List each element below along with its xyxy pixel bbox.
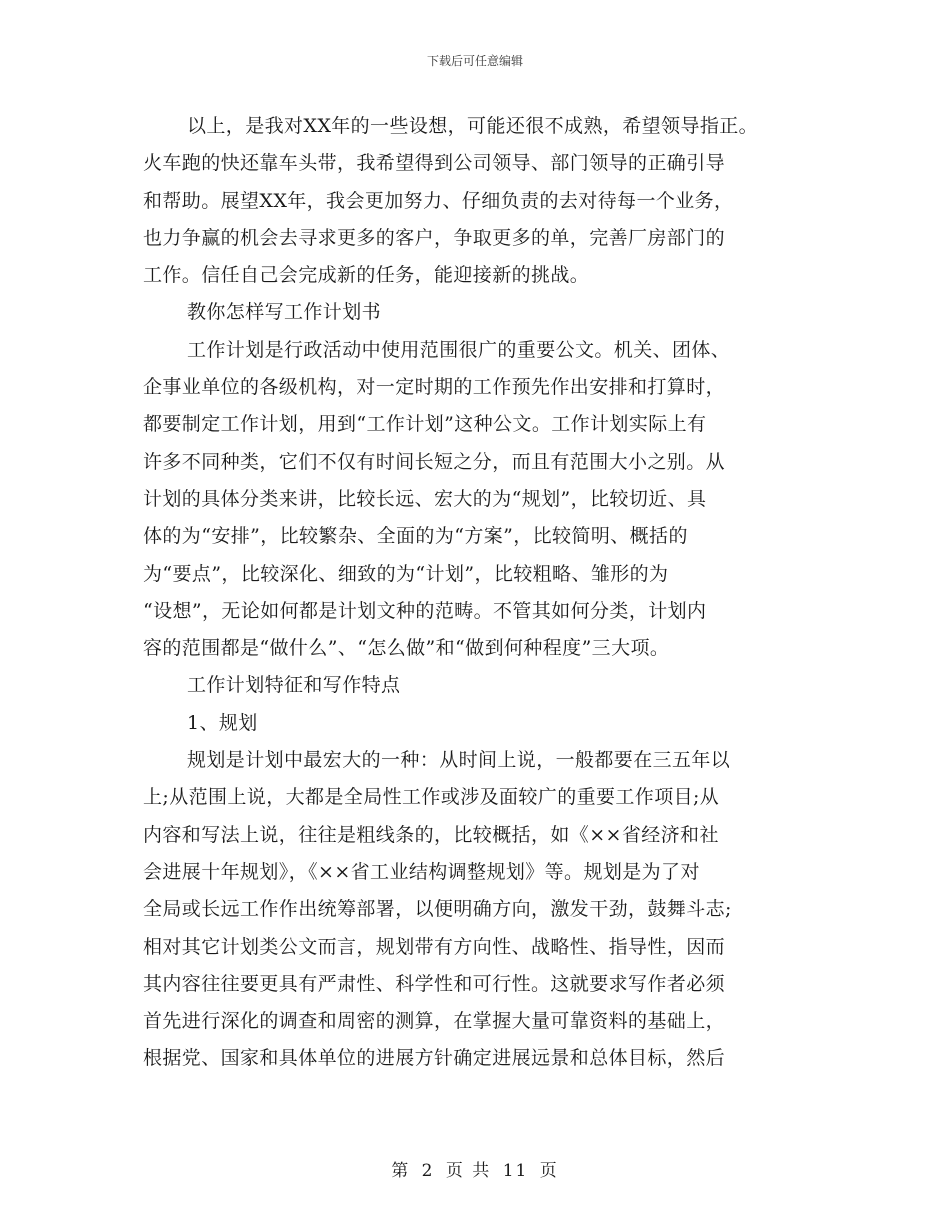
footer-prefix: 第: [391, 1161, 411, 1181]
text-line: 和帮助。展望XX年，我会更加努力、仔细负责的去对待每一个业务，: [143, 189, 734, 212]
document-body: [143, 108, 803, 1078]
text-line: 上;从范围上说，大都是全局性工作或涉及面较广的重要工作项目;从: [143, 786, 720, 809]
text-line: 根据党、国家和具体单位的进展方针确定进展远景和总体目标，然后: [143, 1047, 726, 1070]
text-line: “设想”，无论如何都是计划文种的范畴。不管其如何分类，计划内: [143, 599, 707, 622]
text-line: 全局或长远工作作出统筹部署，以便明确方向，激发干劲，鼓舞斗志;: [143, 898, 732, 921]
text-line: 会进展十年规划》，《××省工业结构调整规划》等。规划是为了对: [143, 860, 700, 883]
text-line: 相对其它计划类公文而言，规划带有方向性、战略性、指导性，因而: [143, 935, 726, 958]
text-line: 教你怎样写工作计划书: [187, 301, 382, 324]
page-header: 下载后可任意编辑: [426, 54, 523, 68]
text-line: 1、规划: [187, 711, 258, 734]
text-line: 以上，是我对XX年的一些设想，可能还很不成熟，希望领导指正。: [187, 115, 759, 137]
text-line: 也力争赢的机会去寻求更多的客户，争取更多的单，完善厂房部门的: [143, 226, 726, 249]
footer-page-number: 2: [421, 1161, 435, 1181]
footer-suffix: 页: [539, 1161, 559, 1181]
text-line: 计划的具体分类来讲，比较长远、宏大的为“规划”，比较切近、具: [143, 487, 707, 510]
text-line: 规划是计划中最宏大的一种：从时间上说，一般都要在三五年以: [187, 749, 731, 772]
text-line: 为“要点”，比较深化、细致的为“计划”，比较粗略、雏形的为: [143, 562, 669, 585]
text-line: 内容和写法上说，往往是粗线条的，比较概括，如《××省经济和社: [143, 823, 719, 846]
footer-total-pages: 11: [502, 1161, 529, 1181]
text-line: 体的为“安排”，比较繁杂、全面的为“方案”，比较简明、概括的: [143, 525, 688, 548]
text-line: 工作。信任自己会完成新的任务，能迎接新的挑战。: [143, 264, 590, 287]
text-line: 工作计划是行政活动中使用范围很广的重要公文。机关、团体、: [187, 338, 731, 361]
text-line: 其内容往往要更具有严肃性、科学性和可行性。这就要求写作者必须: [143, 972, 726, 995]
text-line: 容的范围都是“做什么”、“怎么做”和“做到何种程度”三大项。: [143, 637, 670, 660]
text-line: 工作计划特征和写作特点: [187, 674, 401, 697]
text-line: 首先进行深化的调查和周密的测算，在掌握大量可靠资料的基础上，: [143, 1010, 726, 1033]
page-footer: [0, 1156, 950, 1181]
text-line: 许多不同种类，它们不仅有时间长短之分，而且有范围大小之别。从: [143, 450, 726, 473]
text-line: 都要制定工作计划，用到“工作计划”这种公文。工作计划实际上有: [143, 413, 707, 436]
text-line: 企事业单位的各级机构，对一定时期的工作预先作出安排和打算时，: [143, 376, 726, 399]
footer-middle: 页 共: [445, 1161, 492, 1181]
text-line: 火车跑的快还靠车头带，我希望得到公司领导、部门领导的正确引导: [143, 152, 726, 175]
